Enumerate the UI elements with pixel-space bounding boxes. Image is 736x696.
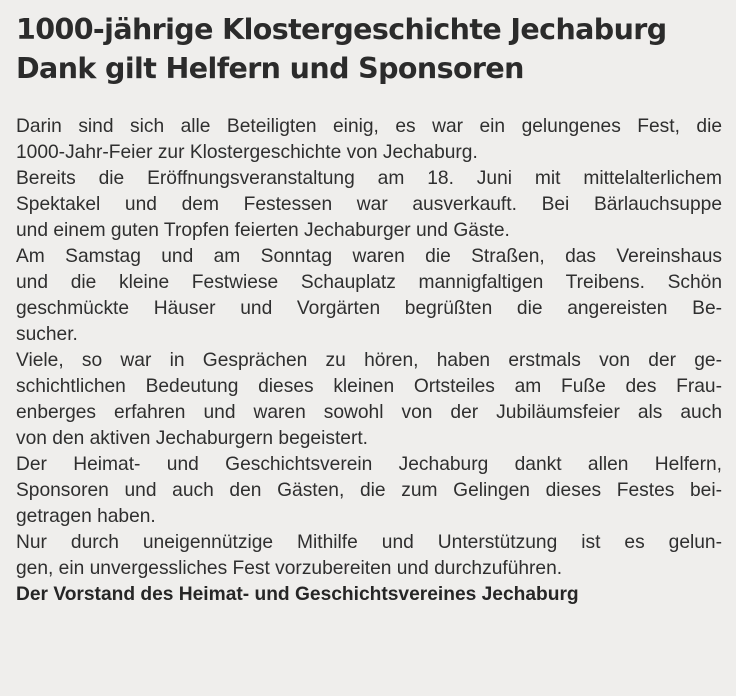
body-line: enberges erfahren und waren sowohl von der Jubiläumsfeier als auch	[16, 402, 722, 423]
article-signature: Der Vorstand des Heimat- und Geschichtsvereines Jechaburg	[16, 584, 579, 605]
article-body	[16, 114, 722, 608]
body-line: Sponsoren und auch den Gästen, die zum Gelingen dieses Festes bei-	[16, 480, 722, 501]
body-line: 1000-Jahr-Feier zur Klostergeschichte von Jechaburg.	[16, 142, 478, 163]
body-line: Darin sind sich alle Beteiligten einig, es war ein gelungenes Fest, die	[16, 116, 722, 137]
body-line: getragen haben.	[16, 506, 156, 527]
body-line: Bereits die Eröffnungsveranstaltung am 18. Juni mit mittelalterlichem	[16, 168, 722, 189]
body-line: schichtlichen Bedeutung dieses kleinen Ortsteiles am Fuße des Frau-	[16, 376, 722, 397]
body-line: und einem guten Tropfen feierten Jechaburger und Gäste.	[16, 220, 510, 241]
body-line: sucher.	[16, 324, 78, 345]
body-line: geschmückte Häuser und Vorgärten begrüßten die angereisten Be-	[16, 298, 722, 319]
body-line: Am Samstag und am Sonntag waren die Straßen, das Vereinshaus	[16, 246, 722, 267]
article-headline	[16, 10, 722, 88]
body-line: gen, ein unvergessliches Fest vorzubereiten und durchzuführen.	[16, 558, 563, 579]
body-line: Nur durch uneigennützige Mithilfe und Unterstützung ist es gelun-	[16, 532, 722, 553]
body-line: Spektakel und dem Festessen war ausverkauft. Bei Bärlauchsuppe	[16, 194, 722, 215]
body-line: Der Heimat- und Geschichtsverein Jechaburg dankt allen Helfern,	[16, 454, 722, 475]
headline-line-2: Dank gilt Helfern und Sponsoren	[16, 52, 524, 85]
body-line: und die kleine Festwiese Schauplatz mannigfaltigen Treibens. Schön	[16, 272, 722, 293]
body-line: Viele, so war in Gesprächen zu hören, haben erstmals von der ge-	[16, 350, 722, 371]
headline-line-1: 1000-jährige Klostergeschichte Jechaburg	[16, 13, 667, 46]
body-line: von den aktiven Jechaburgern begeistert.	[16, 428, 368, 449]
